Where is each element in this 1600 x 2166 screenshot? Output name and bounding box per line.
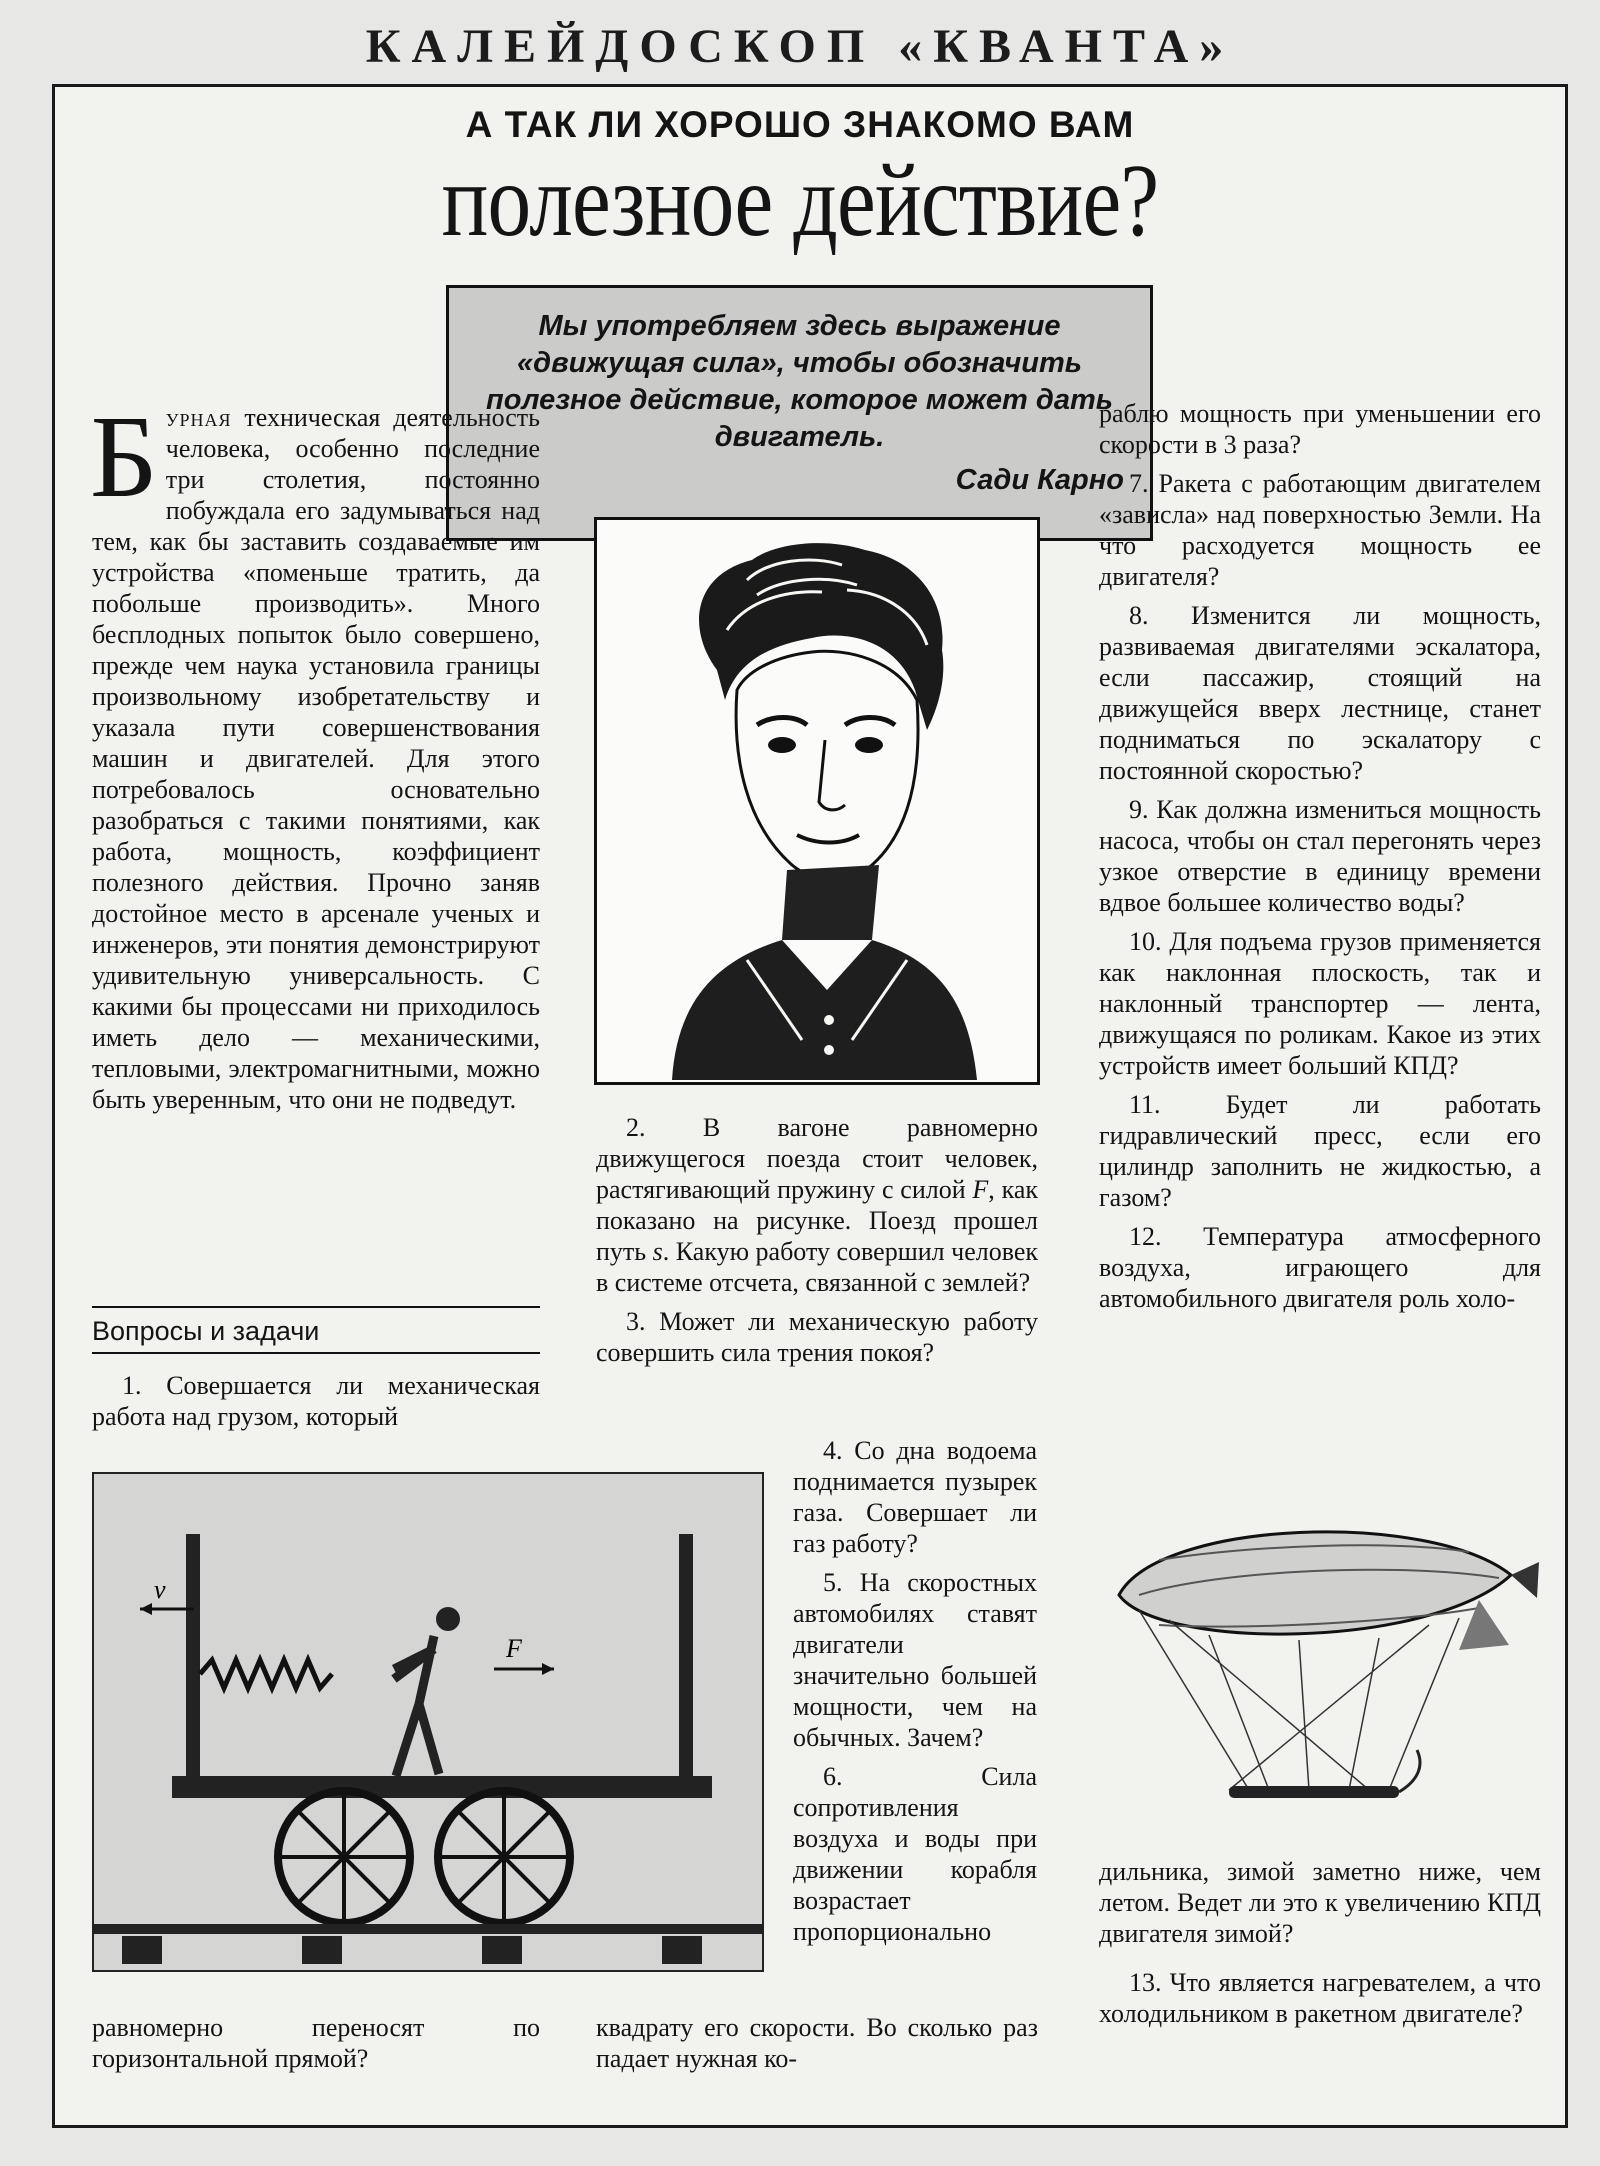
section-rule-top xyxy=(92,1306,540,1308)
airship-illustration xyxy=(1099,1500,1541,1820)
intro-text: техническая деятельность человека, особенно последние три столетия, постоянно побуждала его задумываться над тем, как бы заставить создаваемые им устройства «поменьше тратить, да побольше производить». Много бесплодных попыток было совершено, прежде чем наука установила границы произвольному изобретательству и указала пути совершенствования машин и двигателей. Для этого потребовалось основательно разобраться с такими понятиями, как работа, мощность, коэффициент полезного действия. Прочно заняв достойное место в арсенале ученых и инженеров, эти понятия демонстрируют удивительную универсальность. С какими бы процессами ни приходилось иметь дело — механическими, тепловыми, электромагнитными, можно быть уверенным, что они не подведут. xyxy=(92,403,540,1114)
epigraph-text: Мы употребляем здесь выражение «движущая сила», чтобы обозначить полезное действие, которое может дать двигатель. xyxy=(486,310,1113,453)
question-8: 8. Изменится ли мощность, развиваемая двигателями эскалатора, если пассажир, стоящий на движущейся вверх лестнице, станет подниматься по эскалатору с постоянной скоростью? xyxy=(1099,601,1541,785)
question-6-tail: раблю мощность при уменьшении его скорости в 3 раза? xyxy=(1099,399,1541,459)
question-1-end xyxy=(92,2012,540,2074)
question-1 xyxy=(92,1370,540,1432)
question-2: 2. В вагоне равномерно движущегося поезда стоит человек, растягивающий пружину с силой F, как показано на рисунке. Поезд прошел путь s. Какую работу совершил человек в системе отсчета, связанной с землей? xyxy=(596,1113,1039,1297)
epigraph-box xyxy=(446,285,1153,541)
question-1-start: 1. Совершается ли механическая работа над грузом, который xyxy=(92,1371,540,1431)
question-5: 5. На скоростных автомобилях ставят двигатели значительно большей мощности, чем на обычных. Зачем? xyxy=(793,1568,1037,1752)
article-title: полезное действие? xyxy=(441,143,1159,258)
column-3-end xyxy=(1099,1856,1541,2029)
question-9: 9. Как должна измениться мощность насоса, чтобы он стал перегонять через узкое отверстие в единицу времени вдвое большее количество воды? xyxy=(1099,795,1541,917)
epigraph-author: Сади Карно xyxy=(955,464,1124,496)
drop-cap: Б xyxy=(90,391,158,522)
question-13: 13. Что является нагревателем, а что холодильником в ракетном двигателе? xyxy=(1099,1968,1541,2028)
rubric-header: КАЛЕЙДОСКОП «КВАНТА» xyxy=(365,20,1235,73)
question-12-start: 12. Температура атмосферного воздуха, играющего для автомобильного двигателя роль холо- xyxy=(1099,1222,1541,1313)
wagon-illustration xyxy=(94,1474,762,1970)
section-rule-bottom xyxy=(92,1352,540,1354)
question-6-continued: квадрату его скорости. Во сколько раз падает нужная ко- xyxy=(596,2013,1038,2073)
intro-lead: урная xyxy=(165,403,232,432)
force-label: F xyxy=(506,1634,522,1663)
question-1-continued: равномерно переносят по горизонтальной прямой? xyxy=(92,2013,540,2073)
velocity-label: v xyxy=(154,1575,166,1604)
portrait-figure xyxy=(594,517,1040,1085)
question-4: 4. Со дна водоема поднимается пузырек газа. Совершает ли газ работу? xyxy=(793,1436,1037,1558)
question-6-start: 6. Сила сопротивления воздуха и воды при движении корабля возрастает пропорционально xyxy=(793,1762,1037,1946)
question-7: 7. Ракета с работающим двигателем «зависла» над поверхностью Земли. На что расходуется мощность ее двигателя? xyxy=(1099,469,1541,591)
question-12-continued: дильника, зимой заметно ниже, чем летом. Ведет ли это к увеличению КПД двигателя зимой? xyxy=(1099,1857,1541,1948)
section-title: Вопросы и задачи xyxy=(92,1316,320,1346)
wagon-figure xyxy=(92,1472,764,1972)
column-2-narrow xyxy=(793,1435,1037,1947)
column-3-questions xyxy=(1099,398,1541,1314)
question-10: 10. Для подъема грузов применяется как наклонная плоскость, так и наклонный транспортер — лента, движущаяся по роликам. Какое из этих устройств имеет больший КПД? xyxy=(1099,927,1541,1080)
question-3: 3. Может ли механическую работу совершить сила трения покоя? xyxy=(596,1307,1038,1367)
article-kicker: А ТАК ЛИ ХОРОШО ЗНАКОМО ВАМ xyxy=(465,104,1135,145)
question-6-end xyxy=(596,2012,1038,2074)
carnot-portrait xyxy=(597,520,1037,1082)
airship-figure xyxy=(1099,1500,1541,1820)
intro-paragraph xyxy=(90,391,540,1115)
column-2-questions xyxy=(596,1112,1038,1368)
question-11: 11. Будет ли работать гидравлический пресс, если его цилиндр заполнить не жидкостью, а газом? xyxy=(1099,1090,1541,1212)
